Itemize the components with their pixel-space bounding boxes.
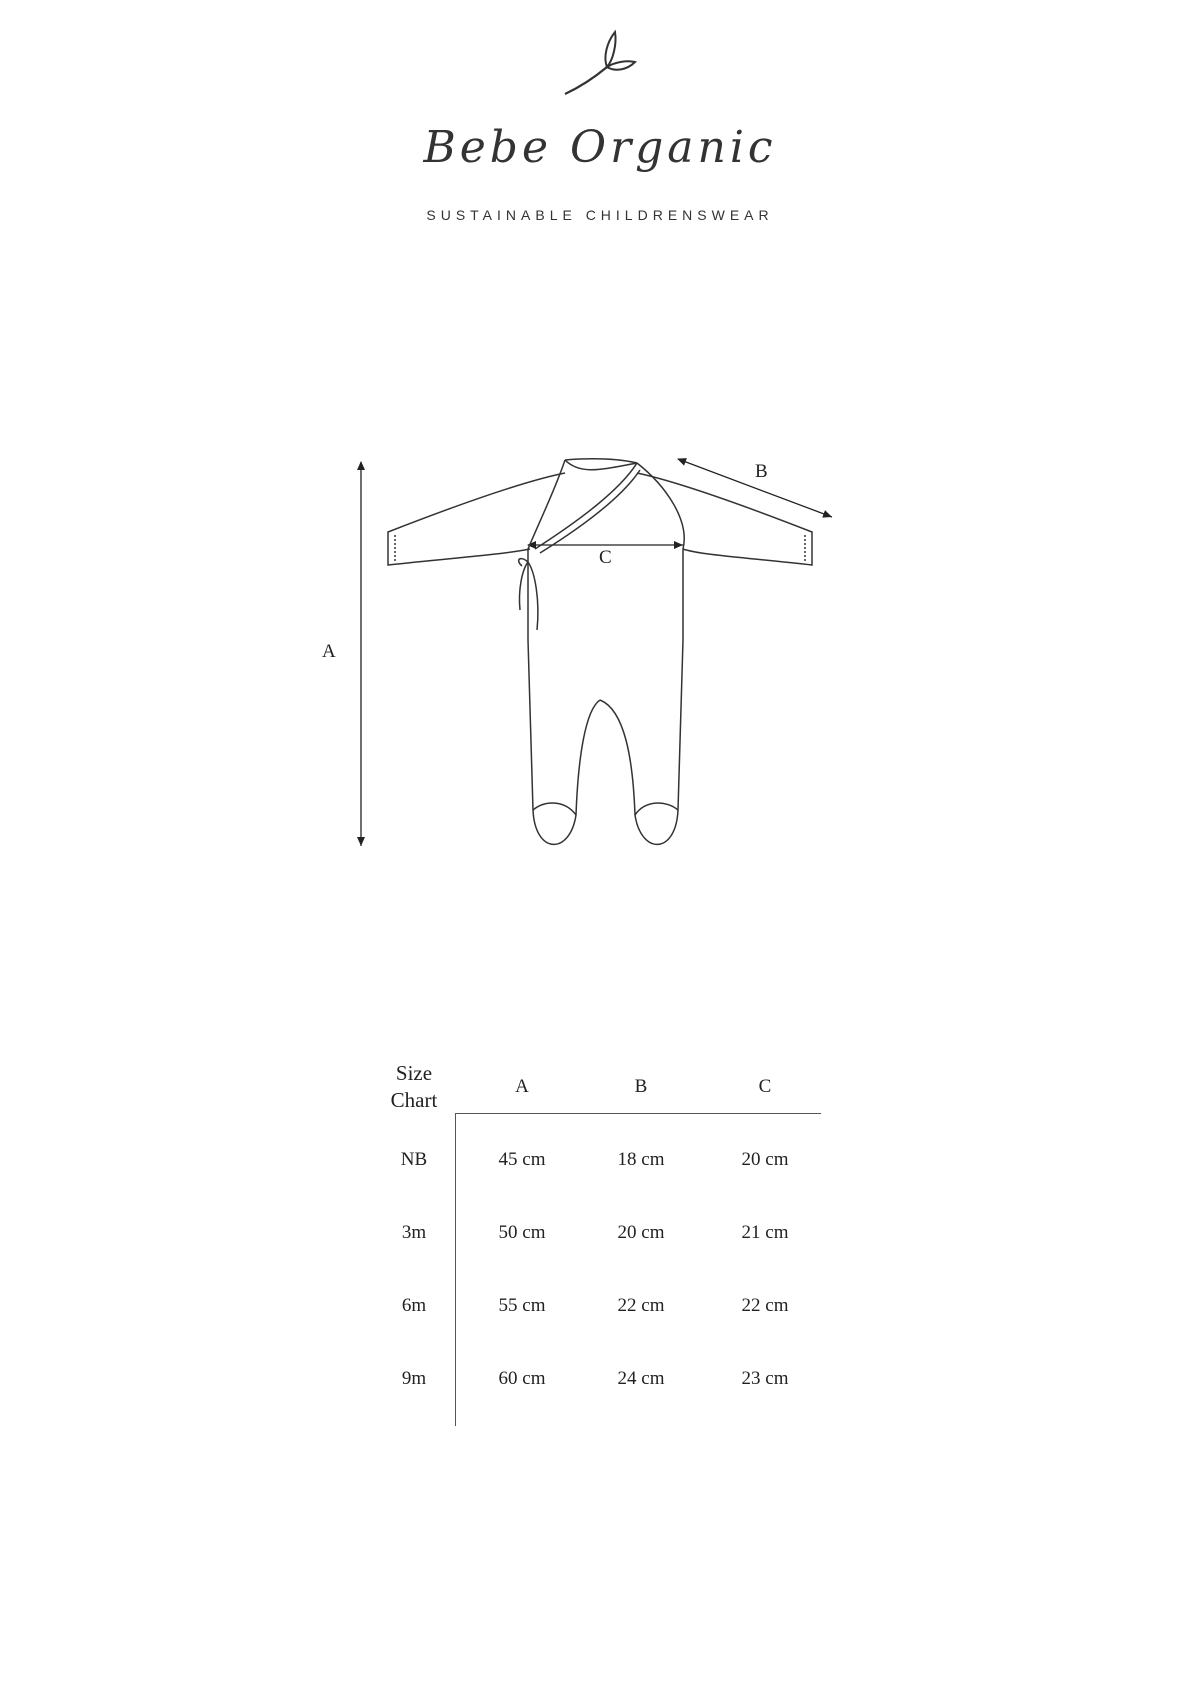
row-size-label: 6m (401, 1295, 427, 1316)
column-header-a: A (515, 1076, 529, 1097)
header-divider (455, 1113, 821, 1114)
dimension-c-label: C (599, 547, 612, 568)
column-header-b: B (634, 1076, 648, 1097)
row-size-label: NB (400, 1149, 428, 1170)
row-header-divider (455, 1113, 456, 1426)
size-chart-title-line2: Chart (390, 1088, 438, 1112)
romper-outline (388, 459, 812, 845)
table-cell: 22 cm (741, 1295, 789, 1316)
table-cell: 20 cm (617, 1222, 665, 1243)
row-size-label: 9m (401, 1368, 427, 1389)
dimension-a-label: A (322, 641, 336, 662)
table-cell: 20 cm (741, 1149, 789, 1170)
table-cell: 23 cm (741, 1368, 789, 1389)
brand-tagline: SUSTAINABLE CHILDRENSWEAR (426, 207, 774, 223)
table-cell: 55 cm (498, 1295, 546, 1316)
column-header-c: C (758, 1076, 772, 1097)
table-cell: 24 cm (617, 1368, 665, 1389)
table-cell: 21 cm (741, 1222, 789, 1243)
table-cell: 60 cm (498, 1368, 546, 1389)
table-cell: 45 cm (498, 1149, 546, 1170)
size-chart-title (364, 1060, 464, 1114)
table-cell: 18 cm (617, 1149, 665, 1170)
table-cell: 50 cm (498, 1222, 546, 1243)
svg-text:Bebe Organic: Bebe Organic (423, 122, 777, 173)
table-cell: 22 cm (617, 1295, 665, 1316)
size-chart-title-line1: Size (395, 1061, 433, 1085)
dimension-b-label: B (755, 461, 768, 482)
row-size-label: 3m (401, 1222, 427, 1243)
